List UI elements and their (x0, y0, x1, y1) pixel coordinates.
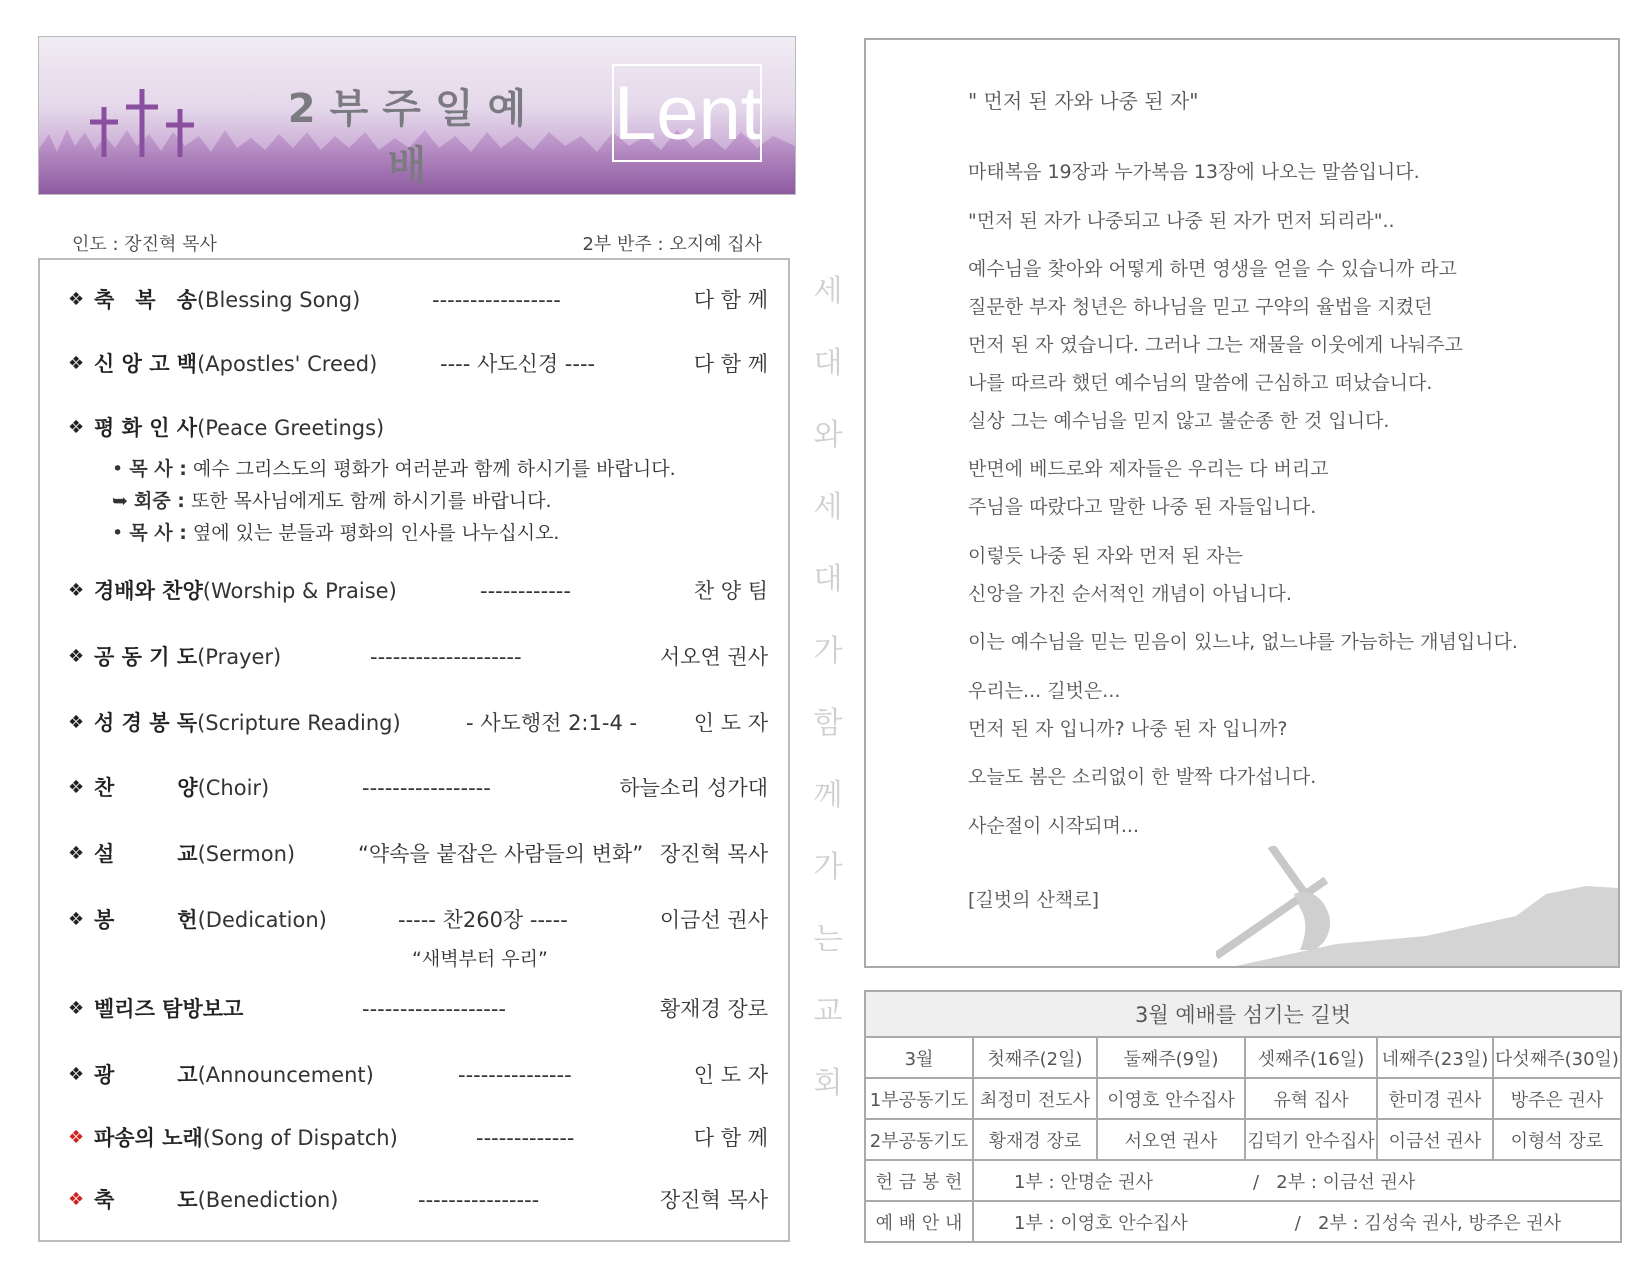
order-item (68, 640, 768, 674)
three-crosses-icon (84, 87, 204, 157)
table-cell: 이영호 안수집사 (1097, 1078, 1245, 1119)
order-item-name: 봉 헌(Dedication) (94, 908, 327, 932)
table-cell: 1부공동기도 (865, 1078, 973, 1119)
table-cell: 최정미 전도사 (973, 1078, 1097, 1119)
lent-frame (612, 64, 762, 162)
table-row (865, 1078, 1621, 1119)
hymn-title: “새벽부터 우리” (412, 948, 548, 970)
diamond-bullet-icon: ❖ (68, 1127, 85, 1148)
order-item (68, 992, 768, 1026)
table-cell: 이금선 권사 (1377, 1119, 1493, 1160)
meditation-line: 질문한 부자 청년은 하나님을 믿고 구약의 율법을 지켰던 (968, 296, 1433, 318)
order-item-leader: 다 함 께 (693, 352, 768, 376)
order-item (68, 574, 768, 608)
table-cell: 김덕기 안수집사 (1245, 1119, 1377, 1160)
order-item-detail: ------------------- (362, 997, 506, 1021)
meditation-line: 예수님을 찾아와 어떻게 하면 영생을 얻을 수 있습니까 라고 (968, 258, 1457, 280)
table-cell: 예 배 안 내 (865, 1201, 973, 1242)
order-item-leader: 서오연 권사 (659, 645, 768, 669)
order-item-leader: 장진혁 목사 (659, 1188, 768, 1212)
order-item-leader: 찬 양 팀 (693, 579, 768, 603)
diamond-bullet-icon: ❖ (68, 1189, 85, 1210)
table-cell: 이형석 장로 (1493, 1119, 1621, 1160)
order-item-detail: ----------------- (362, 776, 491, 800)
meditation-line: 우리는... 길벗은... (968, 680, 1121, 702)
order-item-name: 공 동 기 도(Prayer) (94, 645, 282, 669)
table-header-cell: 첫째주(2일) (973, 1037, 1097, 1078)
diamond-bullet-icon: ❖ (68, 712, 85, 733)
meditation-line: 이는 예수님을 믿는 믿음이 있느냐, 없느냐를 가늠하는 개념입니다. (968, 631, 1518, 653)
order-item (68, 771, 768, 805)
order-item-leader: 다 함 께 (693, 1126, 768, 1150)
meditation-title: " 먼저 된 자와 나중 된 자" (968, 89, 1199, 113)
meditation-box (864, 38, 1620, 968)
header-banner (38, 36, 796, 195)
peace-line: • 목 사 : 예수 그리스도의 평화가 여러분과 함께 하시기를 바랍니다. (112, 458, 676, 480)
table-row (865, 1201, 1621, 1242)
table-cell: 한미경 권사 (1377, 1078, 1493, 1119)
order-item (68, 411, 768, 445)
table-header-cell: 둘째주(9일) (1097, 1037, 1245, 1078)
accompanist-label: 2부 반주 : 오지예 집사 (582, 234, 762, 255)
meditation-line: 주님을 따랐다고 말한 나중 된 자들입니다. (968, 496, 1317, 518)
order-item (68, 1121, 768, 1155)
table-header-cell: 다섯째주(30일) (1493, 1037, 1621, 1078)
table-header-cell: 셋째주(16일) (1245, 1037, 1377, 1078)
order-item-name: 평 화 인 사(Peace Greetings) (94, 416, 385, 440)
meditation-line: 실상 그는 예수님을 믿지 않고 불순종 한 것 입니다. (968, 410, 1390, 432)
lent-label: Lent (614, 71, 762, 156)
order-item-name: 벨리즈 탐방보고 (94, 997, 244, 1021)
order-item-detail: ------------ (480, 579, 571, 603)
meditation-line: 오늘도 봄은 소리없이 한 발짝 다가섭니다. (968, 766, 1317, 788)
table-cell: 2부공동기도 (865, 1119, 973, 1160)
order-item-leader: 이금선 권사 (659, 908, 768, 932)
order-item-name: 성 경 봉 독(Scripture Reading) (94, 711, 401, 735)
table-row (865, 1119, 1621, 1160)
peace-line: ➥ 회중 : 또한 목사님에게도 함께 하시기를 바랍니다. (112, 490, 552, 512)
order-item (68, 1183, 768, 1217)
order-item-leader: 인 도 자 (693, 711, 768, 735)
meditation-line: 먼저 된 자 입니까? 나중 된 자 입니까? (968, 718, 1288, 740)
diamond-bullet-icon: ❖ (68, 289, 85, 310)
order-item-name: 축 도(Benediction) (94, 1188, 339, 1212)
order-item-name: 광 고(Announcement) (94, 1063, 374, 1087)
order-item-name: 신 앙 고 백(Apostles' Creed) (94, 352, 378, 376)
schedule-title: 3월 예배를 섬기는 길벗 (865, 991, 1621, 1037)
diamond-bullet-icon: ❖ (68, 998, 85, 1019)
meditation-line: 나를 따르라 했던 예수님의 말씀에 근심하고 떠났습니다. (968, 372, 1433, 394)
order-item-name: 파송의 노래(Song of Dispatch) (94, 1126, 398, 1150)
meditation-line: 신앙을 가진 순서적인 개념이 아닙니다. (968, 583, 1292, 605)
order-item (68, 283, 768, 317)
meditation-signature: [길벗의 산책로] (968, 889, 1099, 911)
diamond-bullet-icon: ❖ (68, 909, 85, 930)
meditation-line: 먼저 된 자 였습니다. 그러나 그는 재물을 이웃에게 나눠주고 (968, 334, 1463, 356)
diamond-bullet-icon: ❖ (68, 646, 85, 667)
table-cell: 유혁 집사 (1245, 1078, 1377, 1119)
order-item (68, 837, 768, 871)
order-item-detail: ------------- (476, 1126, 575, 1150)
order-of-worship (38, 258, 790, 1242)
order-item (68, 347, 768, 381)
order-item-name: 축 복 송(Blessing Song) (94, 288, 361, 312)
order-item-leader: 황재경 장로 (659, 997, 768, 1021)
order-item-detail: -------------------- (370, 645, 522, 669)
order-item-leader: 장진혁 목사 (659, 842, 768, 866)
order-item (68, 1058, 768, 1092)
meditation-line: 마태복음 19장과 누가복음 13장에 나오는 말씀입니다. (968, 161, 1420, 183)
order-item-detail: ---------------- (418, 1188, 540, 1212)
order-item-detail: ---- 사도신경 ---- (440, 352, 596, 376)
presider-label: 인도 : 장진혁 목사 (72, 234, 217, 255)
offering-cell: 1부 : 안명순 권사 / 2부 : 이금선 권사 (973, 1160, 1621, 1201)
vertical-slogan: 세 대 와 세 대 가 함 께 가 는 교 회 (813, 274, 843, 1101)
guide-cell: 1부 : 이영호 안수집사 / 2부 : 김성숙 권사, 방주은 권사 (973, 1201, 1621, 1242)
order-item (68, 903, 768, 937)
cross-bearer-silhouette-icon (1216, 846, 1618, 966)
table-cell: 황재경 장로 (973, 1119, 1097, 1160)
order-item-leader: 하늘소리 성가대 (619, 776, 768, 800)
diamond-bullet-icon: ❖ (68, 1064, 85, 1085)
diamond-bullet-icon: ❖ (68, 417, 85, 438)
peace-line: • 목 사 : 옆에 있는 분들과 평화의 인사를 나누십시오. (112, 522, 560, 544)
diamond-bullet-icon: ❖ (68, 843, 85, 864)
order-item-leader: 다 함 께 (693, 288, 768, 312)
table-row (865, 1160, 1621, 1201)
order-item-detail: --------------- (458, 1063, 572, 1087)
diamond-bullet-icon: ❖ (68, 777, 85, 798)
order-item-leader: 인 도 자 (693, 1063, 768, 1087)
march-schedule-table (864, 990, 1622, 1243)
meditation-line: "먼저 된 자가 나중되고 나중 된 자가 먼저 되리라".. (968, 210, 1395, 232)
table-header-cell: 네째주(23일) (1377, 1037, 1493, 1078)
order-item-name: 설 교(Sermon) (94, 842, 296, 866)
order-item-name: 경배와 찬양(Worship & Praise) (94, 579, 397, 603)
order-item-name: 찬 양(Choir) (94, 776, 270, 800)
table-cell: 서오연 권사 (1097, 1119, 1245, 1160)
diamond-bullet-icon: ❖ (68, 353, 85, 374)
order-item-detail: ----------------- (432, 288, 561, 312)
meditation-line: 이렇듯 나중 된 자와 먼저 된 자는 (968, 545, 1243, 567)
order-item-detail: ----- 찬260장 ----- (398, 908, 568, 932)
order-item-detail: - 사도행전 2:1-4 - (466, 711, 638, 735)
table-header-cell: 3월 (865, 1037, 973, 1078)
diamond-bullet-icon: ❖ (68, 580, 85, 601)
table-row (865, 1037, 1621, 1078)
table-cell: 방주은 권사 (1493, 1078, 1621, 1119)
table-cell: 헌 금 봉 헌 (865, 1160, 973, 1201)
sermon-title: “약속을 붙잡은 사람들의 변화” (358, 842, 644, 866)
service-title: 2부주일예배 (287, 86, 541, 189)
meditation-line: 반면에 베드로와 제자들은 우리는 다 버리고 (968, 458, 1329, 480)
order-item (68, 706, 768, 740)
meditation-line: 사순절이 시작되며... (968, 815, 1139, 837)
